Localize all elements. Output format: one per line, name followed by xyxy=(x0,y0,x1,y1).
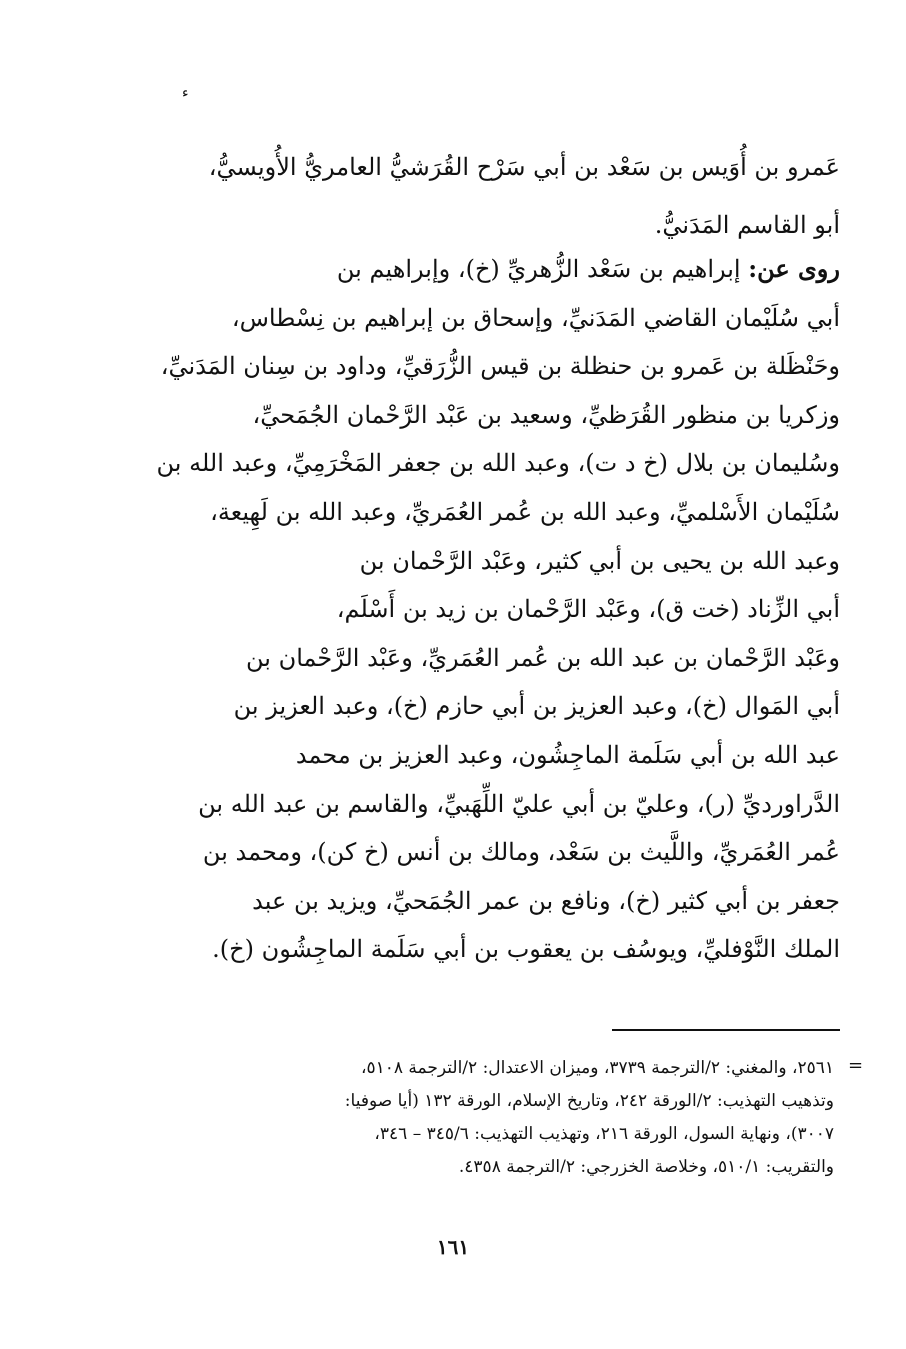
page-number: ١٦١ xyxy=(436,1235,470,1259)
body-line: أبي الزِّناد (خت ق)، وعَبْد الرَّحْمان بن زيد بن أَسْلَم، xyxy=(336,595,840,624)
footnote-line: ٢٥٦١، والمغني: ٢/الترجمة ٣٧٣٩، وميزان الاعتدال: ٢/الترجمة ٥١٠٨، xyxy=(361,1058,834,1078)
footnotes xyxy=(170,1052,834,1184)
body-line: عُمر العُمَريِّ، واللَّيث بن سَعْد، ومالك بن أنس (خ كن)، ومحمد بن xyxy=(202,838,840,867)
entry-title xyxy=(128,138,840,254)
rawa-label: روى عن: xyxy=(748,254,840,283)
body-line: سُلَيْمان الأَسْلميِّ، وعبد الله بن عُمر العُمَريِّ، وعبد الله بن لَهِيعة، xyxy=(210,497,840,526)
body-line: الدَّراورديِّ (ر)، وعليّ بن أبي عليّ اللِّهَبيِّ، والقاسم بن عبد الله بن xyxy=(198,789,840,818)
body-line: عبد الله بن أبي سَلَمة الماجِشُون، وعبد العزيز بن محمد xyxy=(295,740,840,769)
body-line: وزكريا بن منظور القُرَظيِّ، وسعيد بن عَبْد الرَّحْمان الجُمَحيِّ، xyxy=(252,400,840,429)
title-line: عَمرو بن أُوَيس بن سَعْد بن أبي سَرْح القُرَشيُّ العامريُّ الأُويسيُّ، xyxy=(208,153,840,181)
body-line xyxy=(128,245,840,294)
body-line-text: إبراهيم بن سَعْد الزُّهريِّ (خ)، وإبراهيم بن xyxy=(336,255,749,283)
body-line: جعفر بن أبي كثير (خ)، ونافع بن عمر الجُمَحيِّ، ويزيد بن عبد xyxy=(252,886,840,915)
footnote-continuation-mark: = xyxy=(848,1055,864,1076)
body-line: أبي سُلَيْمان القاضي المَدَنيِّ، وإسحاق بن إبراهيم بن نِسْطاس، xyxy=(231,303,840,332)
narrators-paragraph xyxy=(128,245,840,974)
footnote-line: ٣٠٠٧)، ونهاية السول، الورقة ٢١٦، وتهذيب التهذيب: ٣٤٥/٦ – ٣٤٦، xyxy=(374,1124,834,1144)
title-line: أبو القاسم المَدَنيُّ. xyxy=(654,211,840,239)
footnote-line: والتقريب: ٥١٠/١، وخلاصة الخزرجي: ٢/الترجمة ٤٣٥٨. xyxy=(458,1157,834,1177)
footnote-separator xyxy=(612,1029,840,1031)
body-line: وسُليمان بن بلال (خ د ت)، وعبد الله بن جعفر المَخْرَمِيِّ، وعبد الله بن xyxy=(156,449,840,478)
body-line: وعَبْد الرَّحْمان بن عبد الله بن عُمر العُمَريِّ، وعَبْد الرَّحْمان بن xyxy=(246,643,840,672)
body-line: وعبد الله بن يحيى بن أبي كثير، وعَبْد الرَّحْمان بن xyxy=(359,546,840,575)
body-line: أبي المَوال (خ)، وعبد العزيز بن أبي حازم (خ)، وعبد العزيز بن xyxy=(233,692,840,721)
body-line: الملك النَّوْفليِّ، ويوسُف بن يعقوب بن أبي سَلَمة الماجِشُون (خ). xyxy=(212,935,840,964)
footnote-line: وتذهيب التهذيب: ٢/الورقة ٢٤٢، وتاريخ الإسلام، الورقة ١٣٢ (أيا صوفيا: xyxy=(344,1091,834,1111)
header-mark: ء xyxy=(182,85,189,101)
body-line: وحَنْظَلة بن عَمرو بن حنظلة بن قيس الزُّرَقيِّ، وداود بن سِنان المَدَنيِّ، xyxy=(160,352,840,381)
